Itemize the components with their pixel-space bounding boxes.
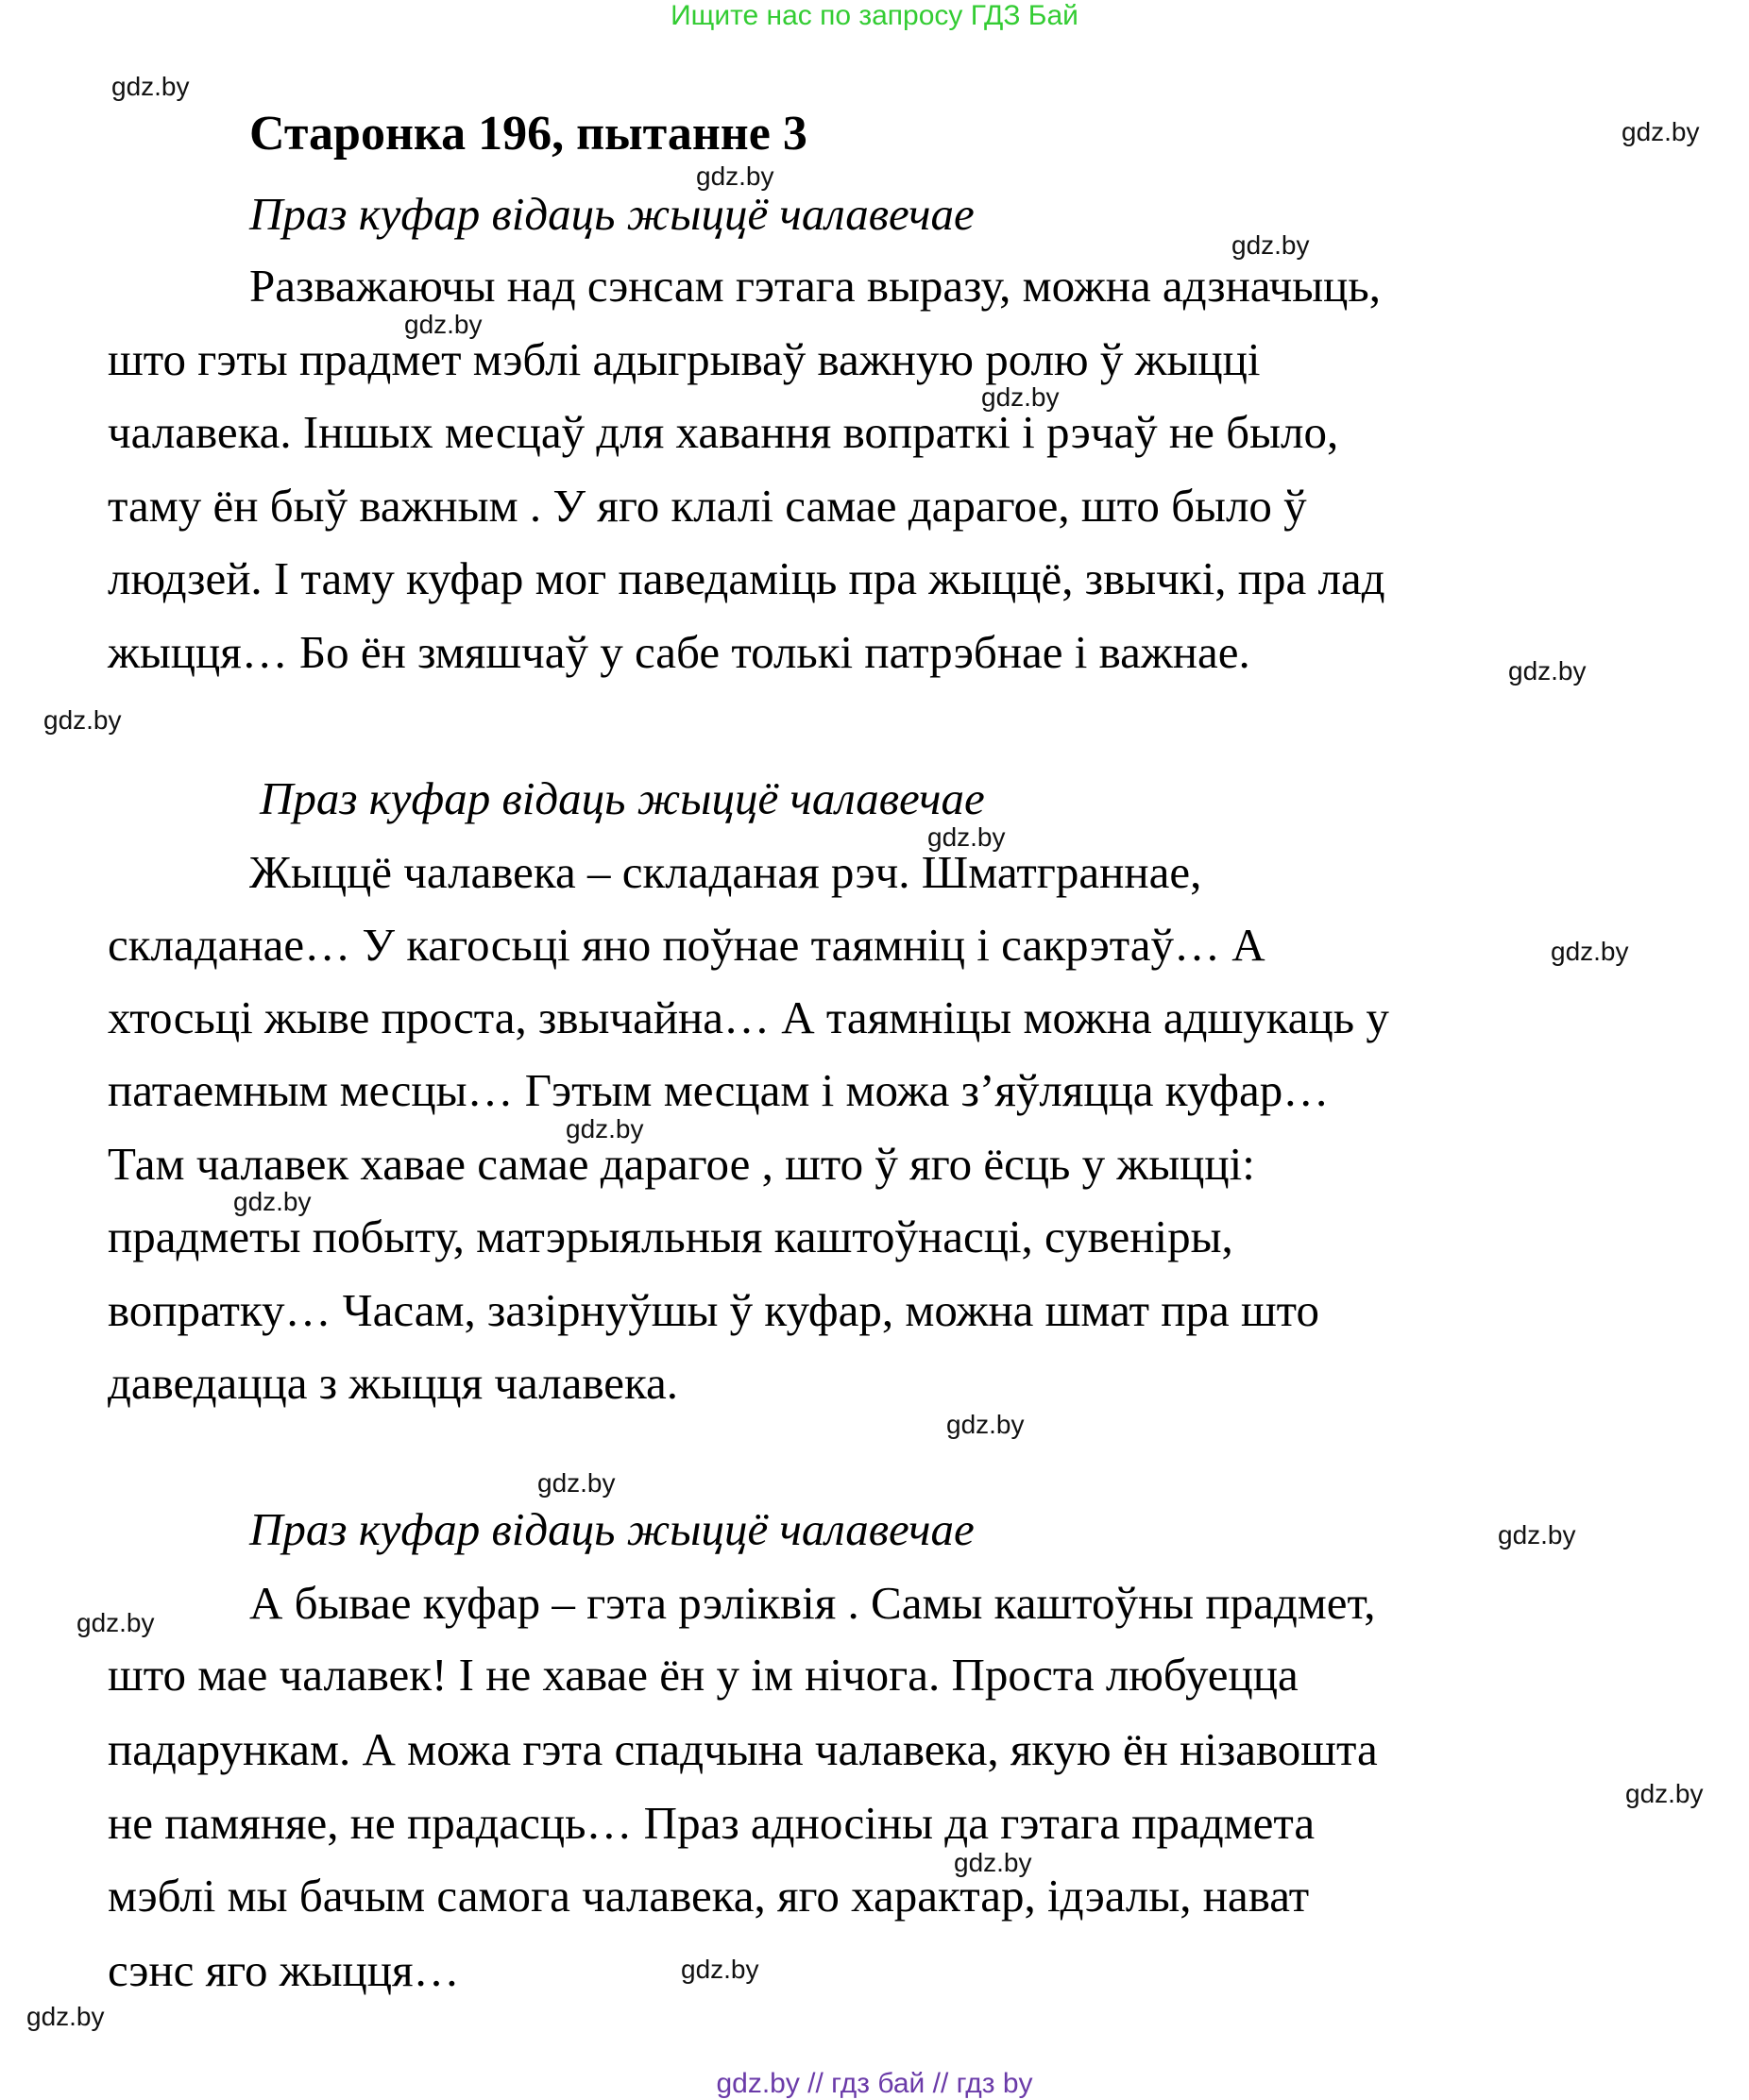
text-line: жыцця… Бо ён змяшчаў у сабе толькі патрэбнае і важнае. bbox=[108, 626, 1250, 678]
watermark: gdz.by bbox=[1498, 1520, 1576, 1550]
section-heading: Праз куфар відаць жыццё чалавечае bbox=[249, 188, 975, 240]
text-line: людзей. І таму куфар мог паведаміць пра жыццё, звычкі, пра лад bbox=[108, 552, 1385, 604]
text-line: вопратку… Часам, зазірнуўшы ў куфар, можна шмат пра што bbox=[108, 1284, 1319, 1336]
watermark: gdz.by bbox=[76, 1608, 155, 1637]
text-line: што гэты прадмет мэблі адыгрываў важную ролю ў жыцці bbox=[108, 333, 1261, 385]
watermark: gdz.by bbox=[566, 1114, 644, 1143]
watermark: gdz.by bbox=[43, 705, 122, 735]
page-title: Старонка 196, пытанне 3 bbox=[249, 107, 807, 161]
watermark: gdz.by bbox=[537, 1468, 616, 1498]
text-line: падарункам. А можа гэта спадчына чалавека, якую ён нізавошта bbox=[108, 1723, 1378, 1775]
text-line: што мае чалавек! І не хавае ён у ім нічога. Проста любуецца bbox=[108, 1649, 1299, 1701]
watermark: gdz.by bbox=[26, 2002, 105, 2031]
text-line: Разважаючы над сэнсам гэтага выразу, можна адзначыць, bbox=[249, 260, 1381, 312]
watermark: gdz.by bbox=[1551, 937, 1629, 966]
watermark: gdz.by bbox=[1231, 230, 1310, 260]
search-banner: Ищите нас по запросу ГДЗ Бай bbox=[671, 0, 1078, 31]
text-line: прадметы побыту, матэрыяльныя каштоўнасці, сувеніры, bbox=[108, 1211, 1233, 1262]
text-line: складанае… У кагосьці яно поўнае таямніц і сакрэтаў… А bbox=[108, 919, 1265, 971]
watermark: gdz.by bbox=[404, 310, 483, 339]
watermark: gdz.by bbox=[111, 72, 190, 101]
watermark: gdz.by bbox=[233, 1187, 312, 1216]
watermark: gdz.by bbox=[1625, 1779, 1704, 1808]
text-line: не памяняе, не прадасць… Праз адносіны да гэтага прадмета bbox=[108, 1797, 1316, 1849]
watermark: gdz.by bbox=[681, 1955, 759, 1984]
watermark: gdz.by bbox=[1622, 117, 1700, 146]
text-line: Там чалавек хавае самае дарагое , што ў яго ёсць у жыцці: bbox=[108, 1138, 1255, 1190]
watermark: gdz.by bbox=[946, 1410, 1025, 1439]
footer-links[interactable]: gdz.by // гдз бай // гдз by bbox=[716, 2068, 1033, 2099]
text-line: патаемным месцы… Гэтым месцам і можа з’яўляцца куфар… bbox=[108, 1064, 1330, 1116]
watermark: gdz.by bbox=[1508, 656, 1587, 686]
watermark: gdz.by bbox=[696, 161, 774, 191]
text-line: даведацца з жыцця чалавека. bbox=[108, 1357, 679, 1409]
text-line: А бывае куфар – гэта рэліквія . Самы каштоўны прадмет, bbox=[249, 1577, 1376, 1629]
text-line: хтосьці жыве проста, звычайна… А таямніцы можна адшукаць у bbox=[108, 991, 1389, 1043]
section-heading: Праз куфар відаць жыццё чалавечае bbox=[249, 1503, 975, 1555]
text-line: таму ён быў важным . У яго клалі самае дарагое, што было ў bbox=[108, 480, 1307, 532]
text-line: мэблі мы бачым самога чалавека, яго характар, ідэалы, нават bbox=[108, 1870, 1310, 1922]
text-line: сэнс яго жыцця… bbox=[108, 1944, 460, 1996]
watermark: gdz.by bbox=[954, 1848, 1032, 1877]
watermark: gdz.by bbox=[981, 382, 1060, 412]
watermark: gdz.by bbox=[927, 822, 1006, 852]
section-heading: Праз куфар відаць жыццё чалавечае bbox=[260, 772, 985, 824]
text-line: Жыццё чалавека – складаная рэч. Шматграннае, bbox=[249, 846, 1202, 898]
text-line: чалавека. Іншых месцаў для хавання вопраткі і рэчаў не было, bbox=[108, 406, 1339, 458]
